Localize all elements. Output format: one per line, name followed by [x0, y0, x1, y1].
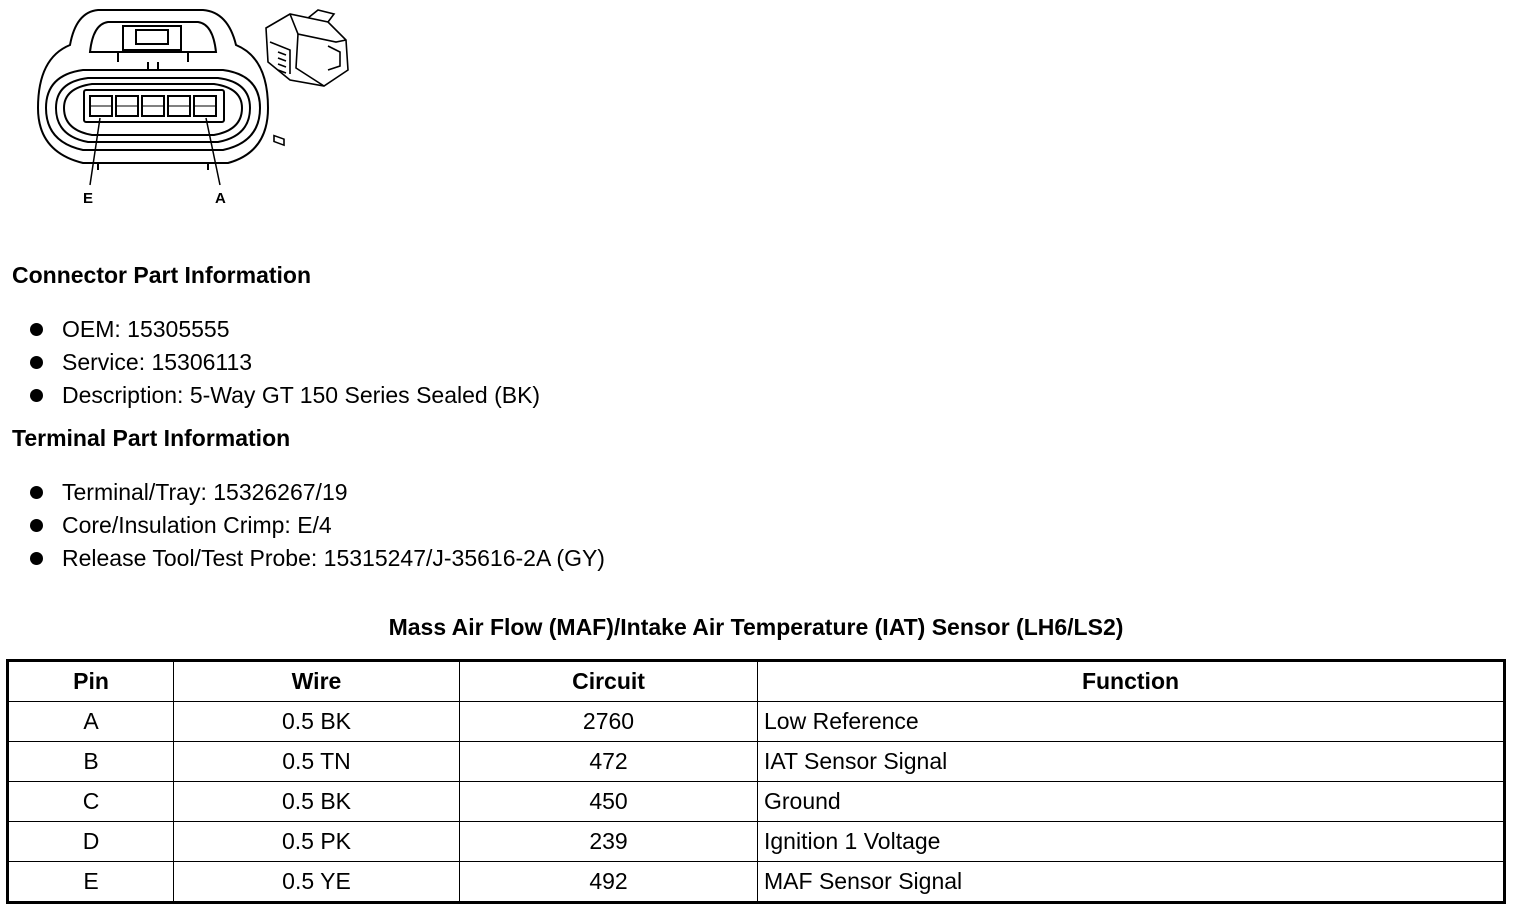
table-row [8, 822, 1505, 862]
bullet-icon [30, 389, 43, 402]
list-item [28, 313, 540, 346]
table-row [8, 782, 1505, 822]
cell-function: MAF Sensor Signal [758, 862, 1505, 903]
list-item [28, 509, 605, 542]
cell-pin: B [8, 742, 174, 782]
column-header-pin: Pin [8, 661, 174, 702]
list-item-text: Terminal/Tray: 15326267/19 [62, 479, 348, 505]
cell-circuit: 492 [460, 862, 758, 903]
cell-function: Ignition 1 Voltage [758, 822, 1505, 862]
table-row [8, 702, 1505, 742]
table-row [8, 862, 1505, 903]
column-header-function: Function [758, 661, 1505, 702]
column-header-circuit: Circuit [460, 661, 758, 702]
cell-wire: 0.5 BK [174, 702, 460, 742]
table-title: Mass Air Flow (MAF)/Intake Air Temperature (IAT) Sensor (LH6/LS2) [388, 614, 1124, 640]
list-item [28, 379, 540, 412]
list-item-text: Service: 15306113 [62, 349, 253, 375]
cell-circuit: 472 [460, 742, 758, 782]
terminal-part-info-list [28, 476, 605, 575]
table-row [8, 742, 1505, 782]
connector-part-info-heading: Connector Part Information [12, 262, 312, 288]
connector-diagram [28, 0, 368, 215]
pin-label-a: A [215, 190, 226, 207]
cell-circuit: 450 [460, 782, 758, 822]
bullet-icon [30, 552, 43, 565]
connector-isometric-icon [266, 10, 348, 145]
bullet-icon [30, 356, 43, 369]
pinout-table [6, 659, 1506, 904]
table-header-row [8, 661, 1505, 702]
cell-pin: D [8, 822, 174, 862]
list-item [28, 476, 605, 509]
list-item [28, 542, 605, 575]
list-item-text: Description: 5-Way GT 150 Series Sealed (BK) [62, 382, 541, 408]
cell-pin: A [8, 702, 174, 742]
cell-function: Low Reference [758, 702, 1505, 742]
cell-wire: 0.5 TN [174, 742, 460, 782]
bullet-icon [30, 519, 43, 532]
cell-function: Ground [758, 782, 1505, 822]
connector-face-icon [38, 10, 268, 185]
cell-pin: E [8, 862, 174, 903]
list-item [28, 346, 540, 379]
terminal-part-info-heading: Terminal Part Information [12, 425, 291, 451]
cell-circuit: 239 [460, 822, 758, 862]
cell-pin: C [8, 782, 174, 822]
list-item-text: OEM: 15305555 [62, 316, 230, 342]
column-header-wire: Wire [174, 661, 460, 702]
list-item-text: Core/Insulation Crimp: E/4 [62, 512, 332, 538]
cell-wire: 0.5 BK [174, 782, 460, 822]
cell-wire: 0.5 PK [174, 822, 460, 862]
connector-part-info-list [28, 313, 540, 412]
list-item-text: Release Tool/Test Probe: 15315247/J-35616-2A (GY) [62, 545, 605, 571]
bullet-icon [30, 486, 43, 499]
cell-wire: 0.5 YE [174, 862, 460, 903]
cell-function: IAT Sensor Signal [758, 742, 1505, 782]
bullet-icon [30, 323, 43, 336]
pin-label-e: E [83, 190, 94, 207]
cell-circuit: 2760 [460, 702, 758, 742]
